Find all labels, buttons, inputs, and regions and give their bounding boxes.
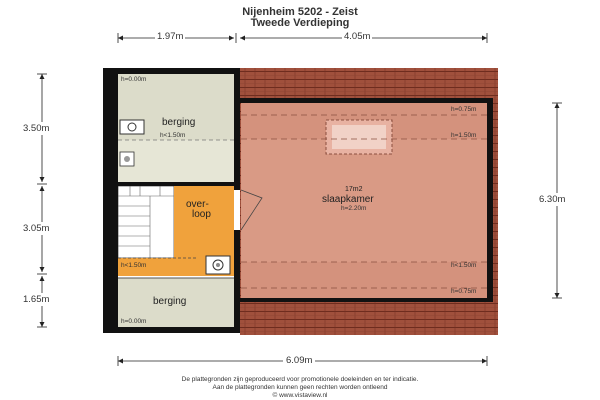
dim-left-middle: 3.05m bbox=[23, 223, 50, 234]
disclaimer-line-1: De plattegronden zijn geproduceerd voor promotionele doeleinden en ter indicatie. bbox=[181, 376, 419, 383]
berging-bottom-label: berging bbox=[153, 296, 187, 307]
skylight-glass bbox=[332, 125, 386, 149]
overloop-label-2: loop bbox=[192, 209, 211, 220]
boiler-unit bbox=[120, 120, 144, 134]
dim-bottom: 6.09m bbox=[283, 355, 315, 366]
overloop-label-1: over- bbox=[186, 199, 209, 210]
floorplan-title: Nijenheim 5202 - Zeist bbox=[242, 6, 358, 18]
floorplan-subtitle: Tweede Verdieping bbox=[250, 17, 350, 29]
slaapkamer-height-edge-top: h=0.75m bbox=[451, 106, 477, 113]
slaapkamer-height-edge-bottom: h=0.75m bbox=[451, 288, 477, 295]
dim-left-upper: 3.50m bbox=[23, 123, 50, 134]
slaapkamer-height-top: h=1.50m bbox=[451, 132, 477, 139]
dim-left-lower: 1.65m bbox=[23, 294, 50, 305]
slaapkamer-height-bottom: h<1.50m bbox=[451, 262, 477, 269]
overloop-floor bbox=[174, 186, 234, 258]
disclaimer bbox=[0, 376, 600, 400]
berging-bottom-height-min: h=0.00m bbox=[121, 318, 147, 325]
dim-top-left: 1.97m bbox=[157, 31, 184, 42]
disclaimer-line-3: © www.vistaview.nl bbox=[272, 392, 328, 399]
slaapkamer-label: slaapkamer bbox=[322, 194, 374, 205]
berging-top-height-max: h=0.00m bbox=[121, 76, 147, 83]
staircase bbox=[118, 186, 174, 258]
dim-right: 6.30m bbox=[539, 194, 566, 205]
disclaimer-line-2: Aan de plattegronden kunnen geen rechten worden ontleend bbox=[212, 384, 388, 391]
slaapkamer-height: h=2.20m bbox=[341, 205, 367, 212]
dim-top-right: 4.05m bbox=[344, 31, 371, 42]
slaapkamer-area: 17m2 bbox=[345, 186, 363, 193]
berging-top-lower-zone bbox=[118, 140, 234, 182]
berging-top-height-low: h<1.50m bbox=[160, 132, 186, 139]
berging-top-label: berging bbox=[162, 117, 196, 128]
berging-bottom-height-low: h<1.50m bbox=[121, 262, 147, 269]
